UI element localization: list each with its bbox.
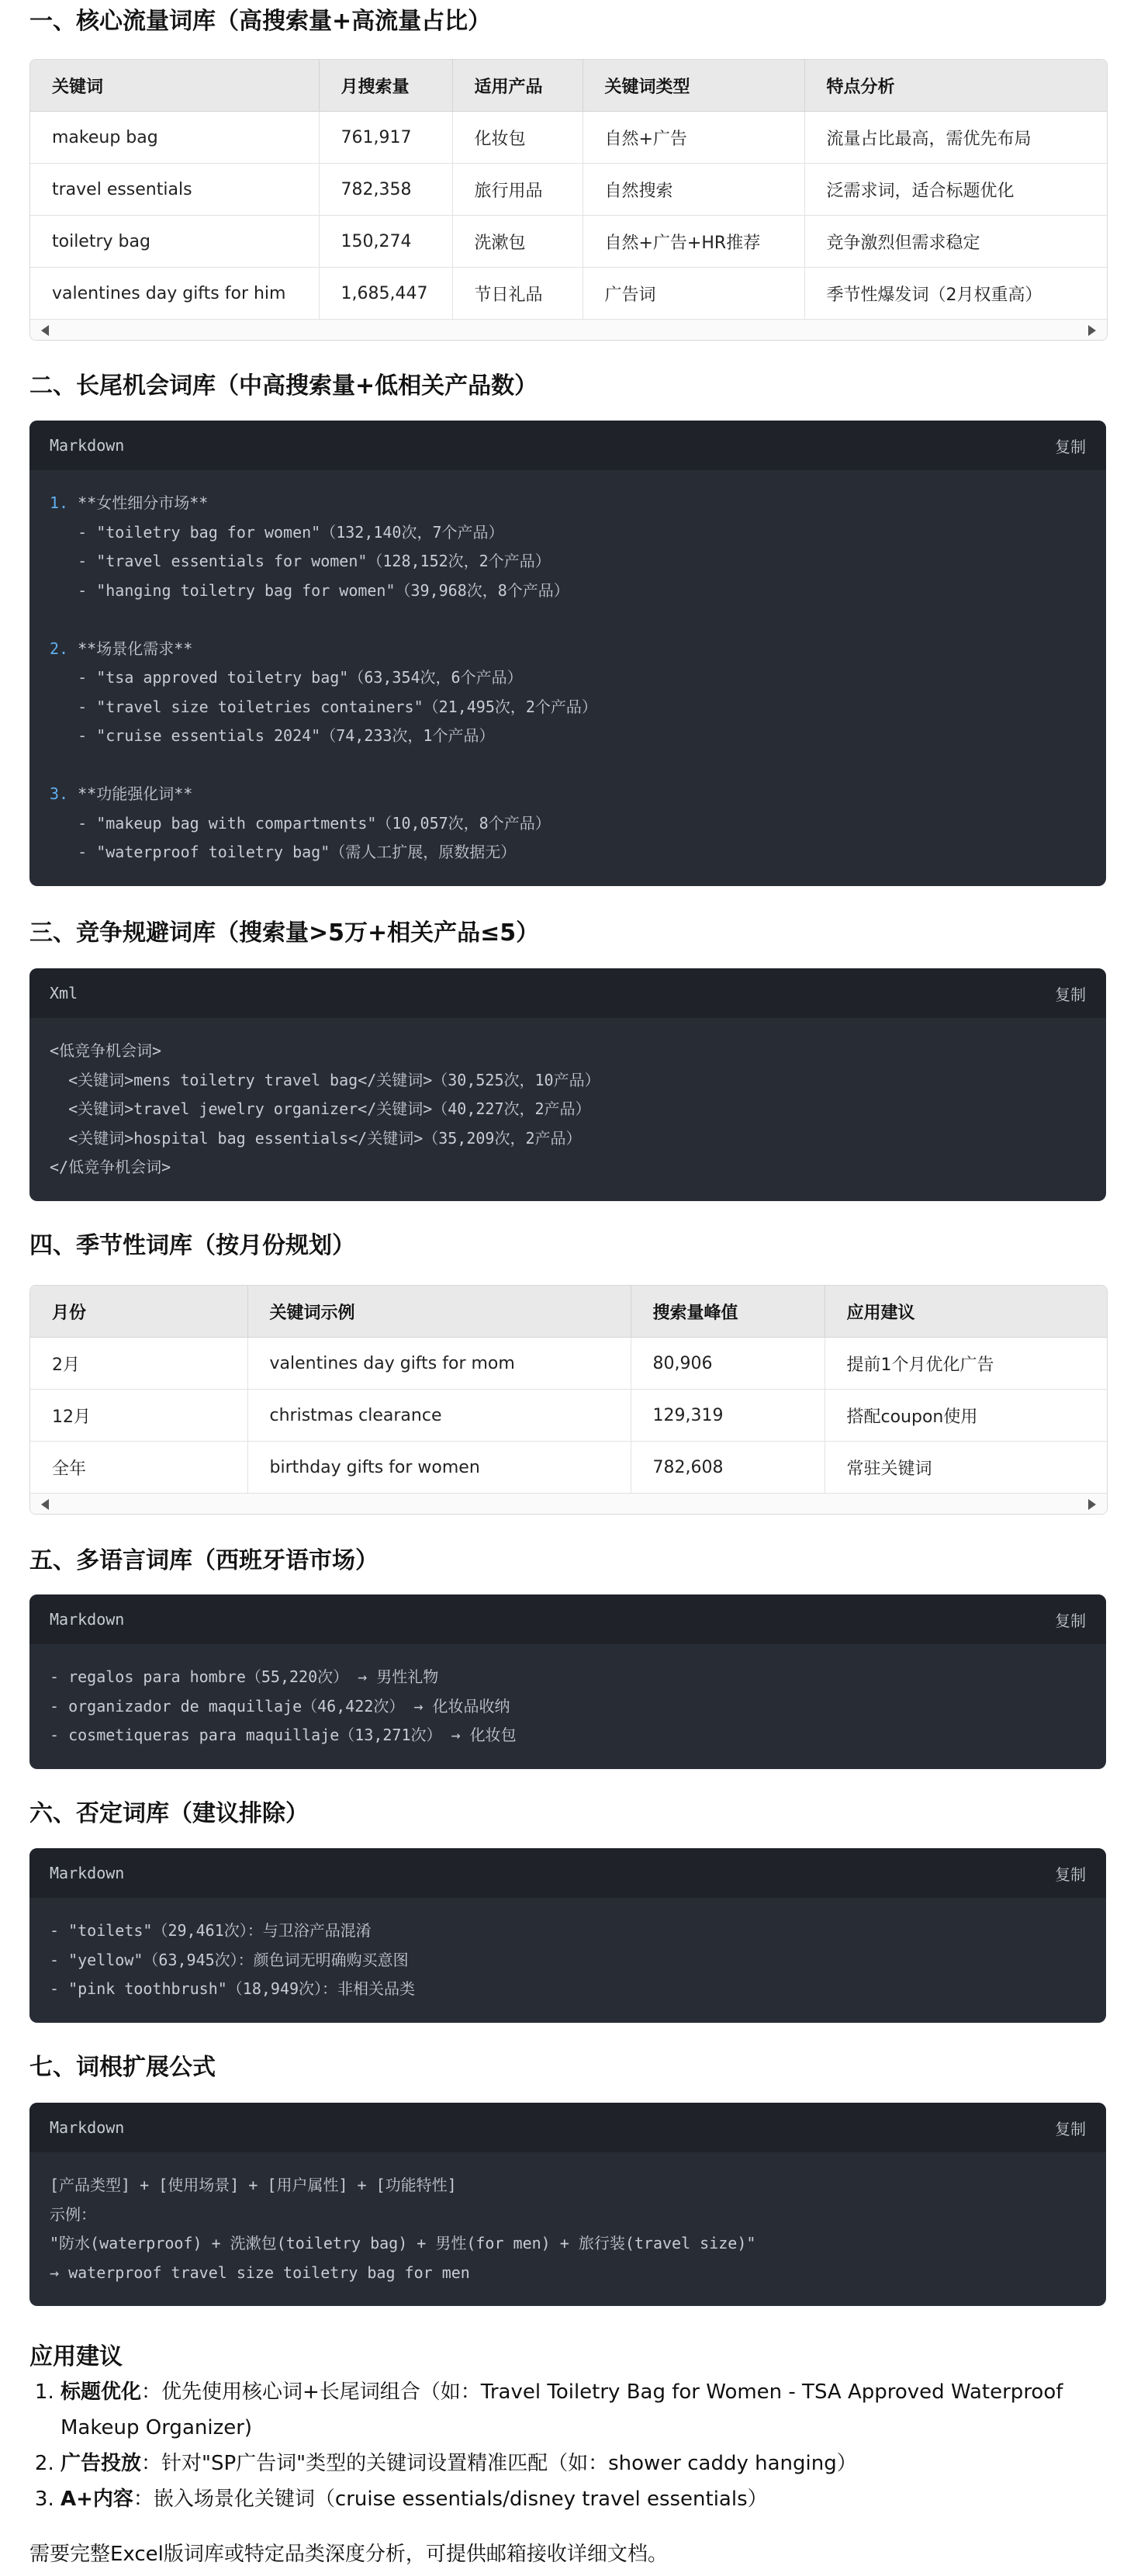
list-number: 1. [50,493,69,512]
table-cell: 129,319 [631,1390,825,1442]
table-row [30,1390,1107,1442]
code-line: - organizador de maquillaje（46,422次） → 化妆品收纳 [50,1696,510,1716]
table-row [30,268,1107,320]
table-cell: 1,685,447 [319,268,452,320]
section-title-seasonal: 四、季节性词库（按月份规划） [29,1232,355,1259]
code-block-formula [29,2103,1106,2306]
table-cell: 761,917 [319,112,452,164]
table-cell: 全年 [30,1442,247,1494]
horizontal-scrollbar[interactable] [30,1494,1107,1514]
advice-list [29,2374,1109,2517]
code-block-longtail [29,421,1106,886]
code-line [50,751,1086,781]
code-block-competition [29,968,1106,1201]
scroll-right-icon[interactable] [1088,325,1096,336]
code-line: <低竞争机会词> [50,1041,162,1060]
code-language-label: Markdown [50,2118,125,2137]
code-language-label: Markdown [50,1864,125,1882]
table-cell: 流量占比最高，需优先布局 [804,112,1107,164]
code-line: - "pink toothbrush"（18,949次）：非相关品类 [50,1979,416,1998]
table-cell: travel essentials [30,164,319,216]
code-line: - "yellow"（63,945次）：颜色词无明确购买意图 [50,1950,409,1969]
advice-text: ：优先使用核心词+长尾词组合（如：Travel Toiletry Bag for Women - TSA Approved Waterproof Makeup Organizer) [61,2380,1063,2439]
section-title-core: 一、核心流量词库（高搜索量+高流量占比） [29,8,492,35]
copy-button[interactable]: 复制 [1055,437,1086,456]
table-cell: 80,906 [631,1338,825,1390]
code-line: - "tsa approved toiletry bag"（63,354次，6个产品） [50,668,523,687]
copy-button[interactable]: 复制 [1055,1864,1086,1884]
list-item [61,2446,1109,2481]
code-line: 2. **场景化需求** [50,639,193,658]
horizontal-scrollbar[interactable] [30,320,1107,340]
code-block-header [29,968,1106,1018]
table-cell: makeup bag [30,112,319,164]
scroll-left-icon[interactable] [41,1499,49,1510]
code-line: - "travel essentials for women"（128,152次，2个产品） [50,552,551,570]
seasonal-keyword-table [29,1285,1108,1515]
table-row [30,1442,1107,1494]
advice-text: ：嵌入场景化关键词（cruise essentials/disney travel essentials） [133,2488,768,2511]
table-cell: 季节性爆发词（2月权重高） [804,268,1107,320]
code-line: <关键词>travel jewelry organizer</关键词>（40,227次，2产品） [50,1099,591,1118]
table-cell: 化妆包 [452,112,583,164]
copy-button[interactable]: 复制 [1055,985,1086,1004]
code-content [29,2152,1106,2306]
code-line: - "toiletry bag for women"（132,140次，7个产品） [50,522,504,542]
code-block-multilingual [29,1594,1106,1769]
advice-title: 应用建议 [29,2343,123,2370]
section-title-competition: 三、竞争规避词库（搜索量>5万+相关产品≤5） [29,919,540,947]
code-content [29,1898,1106,2023]
advice-label: 广告投放 [61,2452,142,2475]
table-cell: 2月 [30,1338,247,1390]
code-line: <关键词>mens toiletry travel bag</关键词>（30,525次，10产品） [50,1070,600,1089]
code-line: - "hanging toiletry bag for women"（39,968次，8个产品） [50,580,569,600]
code-line: 示例： [50,2204,96,2224]
column-header: 关键词 [30,60,319,112]
column-header: 适用产品 [452,60,583,112]
code-block-header [29,421,1106,470]
table-cell: 提前1个月优化广告 [825,1338,1107,1390]
table-cell: 旅行用品 [452,164,583,216]
advice-label: 标题优化 [61,2380,142,2404]
code-line [50,605,1086,635]
code-line: [产品类型] + [使用场景] + [用户属性] + [功能特性] [50,2176,457,2194]
code-block-header [29,1594,1106,1644]
code-line: "防水(waterproof) + 洗漱包(toiletry bag) + 男性(for men) + 旅行装(travel size)" [50,2234,756,2252]
table-cell: 自然搜索 [583,164,804,216]
section-title-formula: 七、词根扩展公式 [29,2054,216,2081]
table-cell: birthday gifts for women [247,1442,631,1494]
advice-text: ：针对"SP广告词"类型的关键词设置精准匹配（如：shower caddy hanging） [141,2452,857,2475]
code-content [29,470,1106,886]
code-line: <关键词>hospital bag essentials</关键词>（35,209次，2产品） [50,1128,582,1148]
copy-button[interactable]: 复制 [1055,2119,1086,2138]
table-cell: 常驻关键词 [825,1442,1107,1494]
scroll-right-icon[interactable] [1088,1499,1096,1510]
code-line: </低竞争机会词> [50,1158,171,1176]
table-row [30,1338,1107,1390]
code-line: - "makeup bag with compartments"（10,057次，8个产品） [50,813,551,833]
table-header-row [30,60,1107,112]
code-block-negative [29,1848,1106,2023]
section-title-multilingual: 五、多语言词库（西班牙语市场） [29,1547,379,1574]
column-header: 关键词示例 [247,1286,631,1338]
section-title-negative: 六、否定词库（建议排除） [29,1800,309,1827]
code-line: 3. **功能强化词** [50,784,193,803]
code-line: - cosmetiqueras para maquillaje（13,271次） → 化妆包 [50,1726,517,1744]
scroll-left-icon[interactable] [41,325,49,336]
code-block-header [29,2103,1106,2152]
list-number: 3. [50,784,69,803]
table-cell: valentines day gifts for him [30,268,319,320]
table-cell: 782,358 [319,164,452,216]
table-cell: 洗漱包 [452,216,583,268]
table-cell: christmas clearance [247,1390,631,1442]
list-item [61,2481,1109,2517]
code-content [29,1018,1106,1201]
table-cell: 泛需求词，适合标题优化 [804,164,1107,216]
table-row [30,164,1107,216]
table-cell: 竞争激烈但需求稳定 [804,216,1107,268]
table-cell: 搭配coupon使用 [825,1390,1107,1442]
code-language-label: Xml [50,984,78,1002]
code-line: - regalos para hombre（55,220次） → 男性礼物 [50,1667,439,1686]
table-cell: 广告词 [583,268,804,320]
code-block-header [29,1848,1106,1898]
code-language-label: Markdown [50,436,125,455]
core-keyword-table [29,59,1108,341]
table-cell: valentines day gifts for mom [247,1338,631,1390]
column-header: 关键词类型 [583,60,804,112]
code-line: - "waterproof toiletry bag"（需人工扩展，原数据无） [50,843,517,861]
table-cell: 自然+广告 [583,112,804,164]
code-language-label: Markdown [50,1610,125,1629]
column-header: 月份 [30,1286,247,1338]
list-number: 2. [50,639,69,658]
table-row [30,112,1107,164]
copy-button[interactable]: 复制 [1055,1611,1086,1630]
table-cell: 节日礼品 [452,268,583,320]
column-header: 应用建议 [825,1286,1107,1338]
list-item [61,2374,1109,2446]
column-header: 月搜索量 [319,60,452,112]
code-line: - "toilets"（29,461次）：与卫浴产品混淆 [50,1921,372,1940]
table-header-row [30,1286,1107,1338]
table-row [30,216,1107,268]
code-line: - "cruise essentials 2024"（74,233次，1个产品） [50,726,495,745]
table-cell: 12月 [30,1390,247,1442]
column-header: 特点分析 [804,60,1107,112]
table-cell: 自然+广告+HR推荐 [583,216,804,268]
column-header: 搜索量峰值 [631,1286,825,1338]
section-title-longtail: 二、长尾机会词库（中高搜索量+低相关产品数） [29,372,538,400]
table-cell: toiletry bag [30,216,319,268]
code-line: → waterproof travel size toiletry bag for men [50,2263,470,2282]
code-line: - "travel size toiletries containers"（21,495次，2个产品） [50,697,597,716]
table-cell: 150,274 [319,216,452,268]
code-line: 1. **女性细分市场** [50,493,209,512]
advice-label: A+内容 [61,2488,133,2511]
code-content [29,1644,1106,1769]
closing-note: 需要完整Excel版词库或特定品类深度分析，可提供邮箱接收详细文档。 [29,2543,668,2566]
table-cell: 782,608 [631,1442,825,1494]
